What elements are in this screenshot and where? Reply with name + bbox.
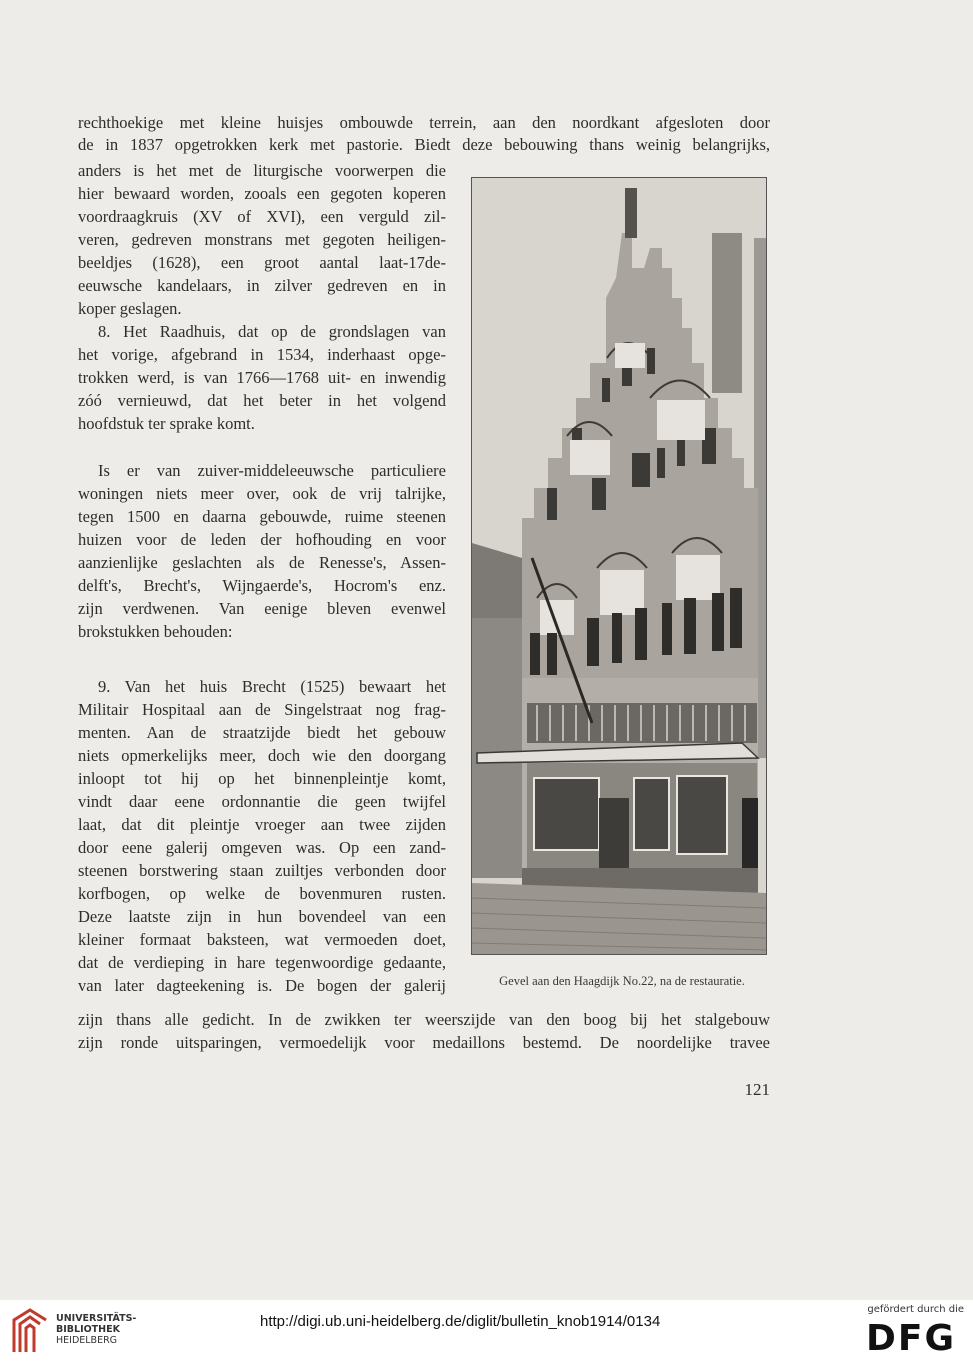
text-line: delft's, Brecht's, Wijngaerde's, Hocrom's enz.	[78, 576, 446, 595]
text-line: beeldjes (1628), een groot aantal laat-17de-	[78, 253, 446, 272]
funded-by-label: gefördert durch die	[867, 1304, 964, 1315]
text-line: vindt daar eene ordonnantie die geen twijfel	[78, 792, 446, 811]
library-line: HEIDELBERG	[56, 1335, 118, 1346]
text-line: veren, gedreven monstrans met gegoten heiligen-	[78, 230, 446, 249]
text-line: laat, dat dit pleintje vroeger aan twee zijden	[78, 815, 446, 834]
text-line: korfbogen, op welke de bovenmuren rusten.	[78, 884, 446, 903]
text-line: Is er van zuiver-middeleeuwsche particuliere	[98, 461, 446, 480]
text-line: tegen 1500 en daarna gebouwde, ruime steenen	[78, 507, 446, 526]
text-line: aanzienlijke geslachten als de Renesse's, Assen-	[78, 553, 446, 572]
text-line: hoofdstuk ter sprake komt.	[78, 414, 255, 433]
permalink-url[interactable]: http://digi.ub.uni-heidelberg.de/diglit/bulletin_knob1914/0134	[260, 1313, 661, 1330]
raadhuis-line	[78, 321, 446, 343]
text-line: steenen borstwering staan zuiltjes verbonden door	[78, 861, 446, 880]
text-line: trokken werd, is van 1766—1768 uit- en inwendig	[78, 368, 446, 387]
building-photograph	[471, 177, 767, 955]
text-line: dat de verdieping in hare tegenwoordige gedaante,	[78, 953, 446, 972]
university-library-logo-icon	[8, 1306, 52, 1356]
text-line: menten. Aan de straatzijde biedt het gebouw	[78, 723, 446, 742]
text-line: zóó vernieuwd, dat het beter in het volgend	[78, 391, 446, 410]
text-line: woningen niets meer over, ook de vrij talrijke,	[78, 484, 446, 503]
text-line: Militair Hospitaal aan de Singelstraat nog frag-	[78, 700, 446, 719]
text-line: brokstukken behouden:	[78, 622, 233, 641]
text-line: rechthoekige met kleine huisjes ombouwde terrein, aan den noordkant afgesloten door	[78, 113, 770, 132]
text-line: inloopt tot hij op het binnenpleintje komt,	[78, 769, 446, 788]
text-line: kleiner formaat baksteen, wat vermoeden doet,	[78, 930, 446, 949]
text-line: van later dagteekening is. De bogen der galerij	[78, 976, 446, 995]
text-line: niets opmerkelijks meer, doch wie den doorgang	[78, 746, 446, 765]
text-line: anders is het met de liturgische voorwerpen die	[78, 161, 446, 180]
text-line: eeuwsche kandelaars, in zilver gedreven en in	[78, 276, 446, 295]
gabled-house-illustration	[472, 178, 766, 954]
text-line: zijn thans alle gedicht. In de zwikken ter weerszijde van den boog bij het stalgebouw	[78, 1010, 770, 1029]
text-line: huizen voor de leden der hofhouding en voor	[78, 530, 446, 549]
text-line: de in 1837 opgetrokken kerk met pastorie. Biedt deze bebouwing thans weinig belangrijks,	[78, 135, 770, 154]
text-line: door eene galerij omgeven was. Op een zand-	[78, 838, 446, 857]
page-number: 121	[744, 1080, 770, 1099]
library-name	[56, 1313, 136, 1346]
photo-caption: Gevel aan den Haagdijk No.22, na de restauratie.	[499, 974, 745, 988]
text-line: Deze laatste zijn in hun bovendeel van een	[78, 907, 446, 926]
digitization-footer	[0, 1300, 973, 1364]
text-line: het vorige, afgebrand in 1534, inderhaast opge-	[78, 345, 446, 364]
text-line: koper geslagen.	[78, 299, 182, 318]
text-line: zijn ronde uitsparingen, vermoedelijk voor medaillons bestemd. De noordelijke travee	[78, 1033, 770, 1052]
dfg-logo: DFG	[866, 1318, 957, 1359]
text-line: 9. Van het huis Brecht (1525) bewaart het	[98, 677, 446, 696]
library-line: UNIVERSITÄTS-	[56, 1313, 137, 1324]
text-line: zijn verdwenen. Van eenige bleven evenwel	[78, 599, 446, 618]
text-line: voordraagkruis (XV of XVI), een verguld zil-	[78, 207, 446, 226]
library-line: BIBLIOTHEK	[56, 1324, 120, 1335]
text-line: hier bewaard worden, zooals een gegoten koperen	[78, 184, 446, 203]
text-line: 8. Het Raadhuis, dat op de grondslagen van	[98, 322, 446, 341]
